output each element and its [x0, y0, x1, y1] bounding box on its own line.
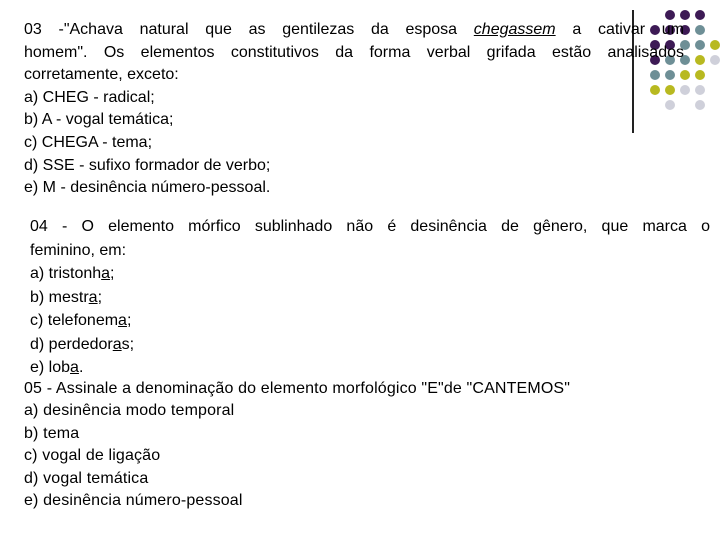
q4-line-1: 04 - O elemento mórfico sublinhado não é desinência de gênero, que marca o — [30, 218, 710, 235]
q4-option-c-underlined: a — [118, 312, 127, 329]
q3-line-1-end: a cativar um — [555, 21, 684, 38]
q4-line-2: feminino, em: — [30, 241, 127, 259]
q4-option-e — [30, 356, 710, 380]
question-04 — [30, 215, 710, 380]
q4-option-a-underlined: a — [101, 265, 111, 282]
q4-option-b-underlined: a — [88, 288, 98, 306]
q4-option-b-text: b) mestr — [30, 288, 89, 306]
q4-option-d-underlined: a — [112, 335, 122, 353]
q3-line-3: corretamente, exceto: — [24, 66, 179, 84]
q5-option-a: a) desinência modo temporal — [24, 402, 235, 420]
q4-option-a-end: ; — [110, 265, 115, 282]
q5-option-b: b) tema — [24, 424, 80, 442]
q4-option-d — [30, 333, 710, 357]
q4-option-d-end: s; — [121, 335, 135, 353]
q4-option-d-text: d) perdedor — [30, 335, 113, 353]
q3-line-1-start: 03 -"Achava natural que as gentilezas da esposa — [24, 21, 474, 38]
q5-option-c: c) vogal de ligação — [24, 447, 161, 465]
decorative-dot — [695, 85, 705, 95]
decorative-dot — [695, 40, 705, 50]
q5-line-1: 05 - Assinale a denominação do elemento morfológico "E"de "CANTEMOS" — [24, 380, 571, 397]
q4-option-a — [30, 262, 710, 286]
decorative-dot — [695, 100, 705, 110]
q3-line-2: homem". Os elementos constitutivos da forma verbal grifada estão analisados — [24, 43, 684, 61]
q3-option-a: a) CHEG - radical; — [24, 88, 155, 106]
question-03 — [24, 19, 684, 200]
q4-option-e-end: . — [78, 359, 84, 376]
q3-option-b: b) A - vogal temática; — [24, 111, 174, 129]
q4-option-b-end: ; — [97, 288, 103, 306]
decorative-dot — [695, 70, 705, 80]
decorative-dot — [695, 10, 705, 20]
decorative-dot — [695, 25, 705, 35]
q4-option-b — [30, 286, 710, 310]
q5-option-d: d) vogal temática — [24, 469, 149, 487]
q3-option-e: e) M - desinência número-pessoal. — [24, 179, 271, 197]
q4-option-c-end: ; — [126, 312, 132, 329]
q4-option-c-text: c) telefonem — [30, 312, 119, 329]
decorative-dot — [710, 55, 720, 65]
q4-option-e-underlined: a — [70, 359, 79, 376]
q3-highlighted-verb: chegassem — [473, 21, 556, 38]
q3-option-d: d) SSE - sufixo formador de verbo; — [24, 156, 271, 174]
decorative-dot — [695, 55, 705, 65]
question-05 — [24, 378, 570, 512]
q4-option-c — [30, 309, 710, 333]
q4-option-a-text: a) tristonh — [30, 265, 102, 282]
decorative-dot — [710, 40, 720, 50]
q4-option-e-text: e) lob — [30, 359, 71, 376]
q3-option-c: c) CHEGA - tema; — [24, 133, 153, 151]
q3-line-1 — [24, 19, 684, 42]
q5-option-e: e) desinência número-pessoal — [24, 492, 243, 510]
